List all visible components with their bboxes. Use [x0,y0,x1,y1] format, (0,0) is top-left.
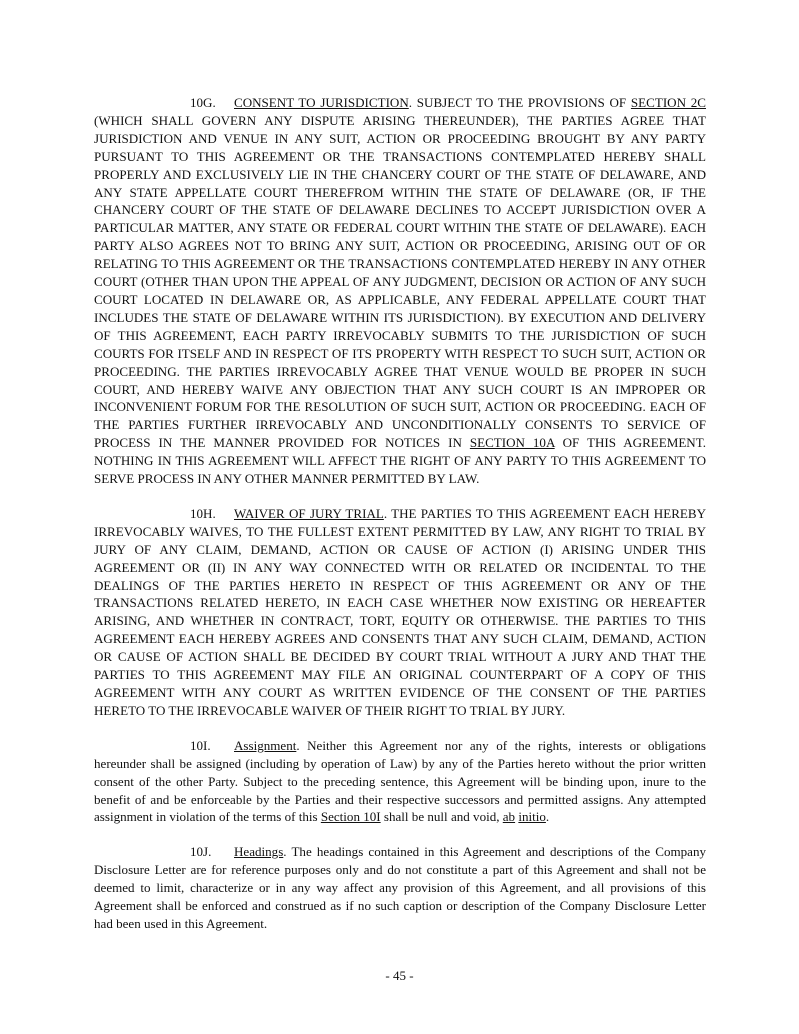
section-text: (WHICH SHALL GOVERN ANY DISPUTE ARISING THEREUNDER), THE PARTIES AGREE THAT JURISDICTION AND VENUE IN ANY SUIT, ACTION OR PROCEEDING BROUGHT BY ANY PARTY PURSUANT TO THIS AGREEMENT OR THE TRANSACTIONS CONTEMPLATED HEREBY SHALL PROPERLY AND EXCLUSIVELY LIE IN THE CHANCERY COURT OF THE STATE OF DELAWARE, AND ANY STATE APPELLATE COURT THEREFROM WITHIN THE STATE OF DELAWARE (OR, IF THE CHANCERY COURT OF THE STATE OF DELAWARE DECLINES TO ACCEPT JURISDICTION OVER A PARTICULAR MATTER, ANY STATE OR FEDERAL COURT WITHIN THE STATE OF DELAWARE). EACH PARTY ALSO AGREES NOT TO BRING ANY SUIT, ACTION OR PROCEEDING, ARISING OUT OF OR RELATING TO THIS AGREEMENT OR THE TRANSACTIONS CONTEMPLATED HEREBY IN ANY OTHER COURT (OTHER THAN UPON THE APPEAL OF ANY JUDGMENT, DECISION OR ACTION OF ANY SUCH COURT LOCATED IN DELAWARE OR, AS APPLICABLE, ANY FEDERAL APPELLATE COURT THAT INCLUDES THE STATE OF DELAWARE WITHIN ITS JURISDICTION). BY EXECUTION AND DELIVERY OF THIS AGREEMENT, EACH PARTY IRREVOCABLY SUBMITS TO THE JURISDICTION OF SUCH COURTS FOR ITSELF AND IN RESPECT OF ITS PROPERTY WITH RESPECT TO SUCH SUIT, ACTION OR PROCEEDING. THE PARTIES IRREVOCABLY AGREE THAT VENUE WOULD BE PROPER IN SUCH COURT, AND HEREBY WAIVE ANY OBJECTION THAT ANY SUCH COURT IS AN IMPROPER OR INCONVENIENT FORUM FOR THE RESOLUTION OF SUCH SUIT, ACTION OR PROCEEDING. EACH OF THE PARTIES FURTHER IRREVOCABLY AND UNCONDITIONALLY CONSENTS TO SERVICE OF PROCESS IN THE MANNER PROVIDED FOR NOTICES IN [94,112,706,451]
section-text: OF THIS AGREEMENT. NOTHING IN THIS AGREEMENT WILL AFFECT THE RIGHT OF ANY PARTY TO THIS AGREEMENT TO SERVE PROCESS IN ANY OTHER MANNER PERMITTED BY LAW. [94,435,706,487]
section-heading: Headings [234,844,284,860]
section-heading: Assignment [234,737,297,753]
section-10g [94,94,706,488]
document-page [94,94,706,950]
section-number: 10H. [190,505,216,521]
section-10h [94,505,706,720]
section-text: . [545,809,550,825]
section-number: 10G. [190,95,216,110]
section-text: . SUBJECT TO THE PROVISIONS OF [408,95,631,110]
latin-term: initio [518,809,546,825]
section-10i [94,737,706,827]
section-text: shall be null and void, [380,809,503,825]
section-heading: CONSENT TO JURISDICTION [234,95,409,110]
section-reference: Section 10I [320,809,381,825]
page-number: - 45 - [385,968,414,983]
section-reference: SECTION 10A [469,435,555,451]
latin-term: ab [502,809,516,825]
section-heading: WAIVER OF JURY TRIAL [234,505,384,521]
section-text: . THE PARTIES TO THIS AGREEMENT EACH HEREBY IRREVOCABLY WAIVES, TO THE FULLEST EXTENT PERMITTED BY LAW, ANY RIGHT TO TRIAL BY JURY OF ANY CLAIM, DEMAND, ACTION OR CAUSE OF ACTION (I) ARISING UNDER THIS AGREEMENT OR (II) IN ANY WAY CONNECTED WITH OR RELATED OR INCIDENTAL TO THE DEALINGS OF THE PARTIES HERETO IN RESPECT OF THIS AGREEMENT OR ANY OF THE TRANSACTIONS RELATED HERETO, IN EACH CASE WHETHER NOW EXISTING OR HEREAFTER ARISING, AND WHETHER IN CONTRACT, TORT, EQUITY OR OTHERWISE. THE PARTIES TO THIS AGREEMENT EACH HEREBY AGREES AND CONSENTS THAT ANY SUCH CLAIM, DEMAND, ACTION OR CAUSE OF ACTION SHALL BE DECIDED BY COURT TRIAL WITHOUT A JURY AND THAT THE PARTIES TO THIS AGREEMENT MAY FILE AN ORIGINAL COUNTERPART OF A COPY OF THIS AGREEMENT WITH ANY COURT AS WRITTEN EVIDENCE OF THE CONSENT OF THE PARTIES HERETO TO THE IRREVOCABLE WAIVER OF THEIR RIGHT TO TRIAL BY JURY. [94,505,706,718]
section-text: . The headings contained in this Agreement and descriptions of the Company Disclosure Letter are for reference purposes only and do not constitute a part of this Agreement and shall not be deemed to limit, characterize or in any way affect any provision of this Agreement, and all provisions of this Agreement shall be enforced and construed as if no such caption or description of the Company Disclosure Letter had been used in this Agreement. [94,844,706,931]
section-number: 10I. [190,737,211,753]
section-number: 10J. [190,844,212,860]
section-reference: SECTION 2C [630,95,706,110]
section-text: . Neither this Agreement nor any of the rights, interests or obligations hereunder shall be assigned (including by operation of Law) by any of the Parties hereto without the prior written consent of the other Party. Subject to the preceding sentence, this Agreement will be binding upon, inure to the benefit of and be enforceable by the Parties and their respective successors and permitted assigns. Any attempted assignment in violation of the terms of this [94,737,706,825]
section-10j [94,843,706,933]
